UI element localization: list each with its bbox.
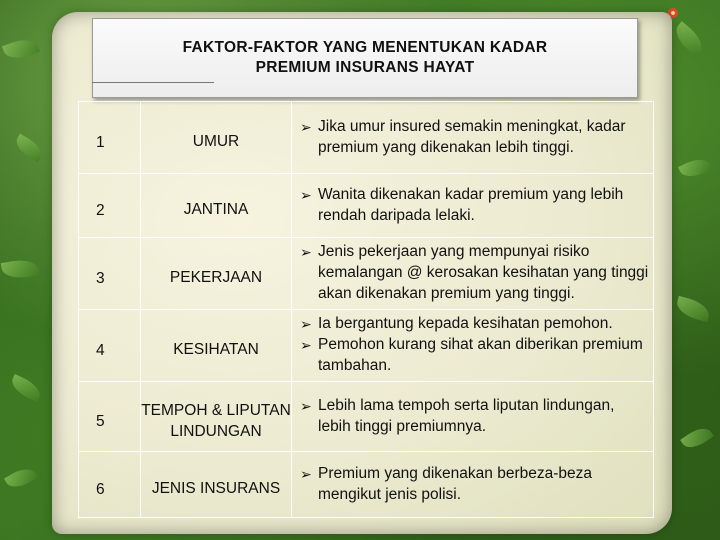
- arrow-bullet-icon: ➢: [300, 465, 312, 482]
- point-list: [300, 241, 649, 304]
- table-row: [79, 238, 654, 310]
- title-line-2: PREMIUM INSURANS HAYAT: [255, 59, 475, 76]
- arrow-bullet-icon: ➢: [300, 118, 312, 135]
- row-number: 2: [79, 174, 141, 238]
- table-row: [79, 174, 654, 238]
- point-text: Jenis pekerjaan yang mempunyai risiko kemalangan @ kerosakan kesihatan yang tinggi akan dikenakan premium yang tinggi.: [318, 243, 649, 302]
- row-number: 1: [79, 102, 141, 174]
- leaf-decoration: [680, 423, 714, 453]
- arrow-bullet-icon: ➢: [300, 316, 312, 332]
- factor-description: [292, 382, 654, 452]
- factor-name: TEMPOH & LIPUTAN LINDUNGAN: [141, 382, 292, 452]
- row-number: 5: [79, 382, 141, 452]
- factor-name: PEKERJAAN: [141, 238, 292, 310]
- title-underline: [92, 82, 214, 83]
- factor-name: KESIHATAN: [141, 310, 292, 382]
- point-item: [300, 184, 649, 226]
- point-item: [300, 313, 649, 334]
- arrow-bullet-icon: ➢: [300, 397, 312, 414]
- leaf-decoration: [2, 35, 40, 64]
- factor-description: [292, 452, 654, 518]
- page-title: [183, 38, 548, 78]
- factors-table: [78, 101, 654, 518]
- point-text: Wanita dikenakan kadar premium yang lebih rendah daripada lelaki.: [318, 185, 624, 224]
- leaf-decoration: [4, 464, 38, 493]
- point-item: [300, 395, 649, 437]
- point-text: Jika umur insured semakin meningkat, kadar premium yang dikenakan lebih tinggi.: [318, 117, 626, 156]
- point-list: [300, 313, 649, 376]
- table-row: [79, 382, 654, 452]
- factor-name: UMUR: [141, 102, 292, 174]
- factor-description: [292, 102, 654, 174]
- point-item: [300, 116, 649, 158]
- point-text: Premium yang dikenakan berbeza-beza mengikut jenis polisi.: [318, 464, 592, 503]
- point-list: [300, 463, 649, 505]
- table-row: [79, 102, 654, 174]
- point-list: [300, 184, 649, 226]
- row-number: 3: [79, 238, 141, 310]
- leaf-decoration: [670, 21, 708, 57]
- point-item: [300, 463, 649, 505]
- factor-description: [292, 174, 654, 238]
- factor-name: JANTINA: [141, 174, 292, 238]
- point-text: Pemohon kurang sihat akan diberikan premium tambahan.: [318, 336, 643, 374]
- row-number: 6: [79, 452, 141, 518]
- point-item: [300, 334, 649, 376]
- point-item: [300, 241, 649, 304]
- table-row: [79, 310, 654, 382]
- leaf-decoration: [8, 374, 44, 402]
- arrow-bullet-icon: ➢: [300, 337, 312, 353]
- point-list: [300, 116, 649, 158]
- factor-description: [292, 238, 654, 310]
- title-box: [92, 18, 638, 98]
- point-text: Ia bergantung kepada kesihatan pemohon.: [318, 315, 613, 332]
- leaf-decoration: [674, 296, 712, 322]
- arrow-bullet-icon: ➢: [300, 186, 312, 203]
- title-line-1: FAKTOR-FAKTOR YANG MENENTUKAN KADAR: [182, 39, 548, 56]
- leaf-decoration: [678, 154, 712, 181]
- table-row: [79, 452, 654, 518]
- row-number: 4: [79, 310, 141, 382]
- point-text: Lebih lama tempoh serta liputan lindungan, lebih tinggi premiumnya.: [318, 396, 615, 435]
- leaf-decoration: [1, 257, 40, 281]
- factor-name: JENIS INSURANS: [141, 452, 292, 518]
- leaf-decoration: [12, 134, 46, 163]
- arrow-bullet-icon: ➢: [300, 244, 312, 260]
- point-list: [300, 395, 649, 437]
- factor-description: [292, 310, 654, 382]
